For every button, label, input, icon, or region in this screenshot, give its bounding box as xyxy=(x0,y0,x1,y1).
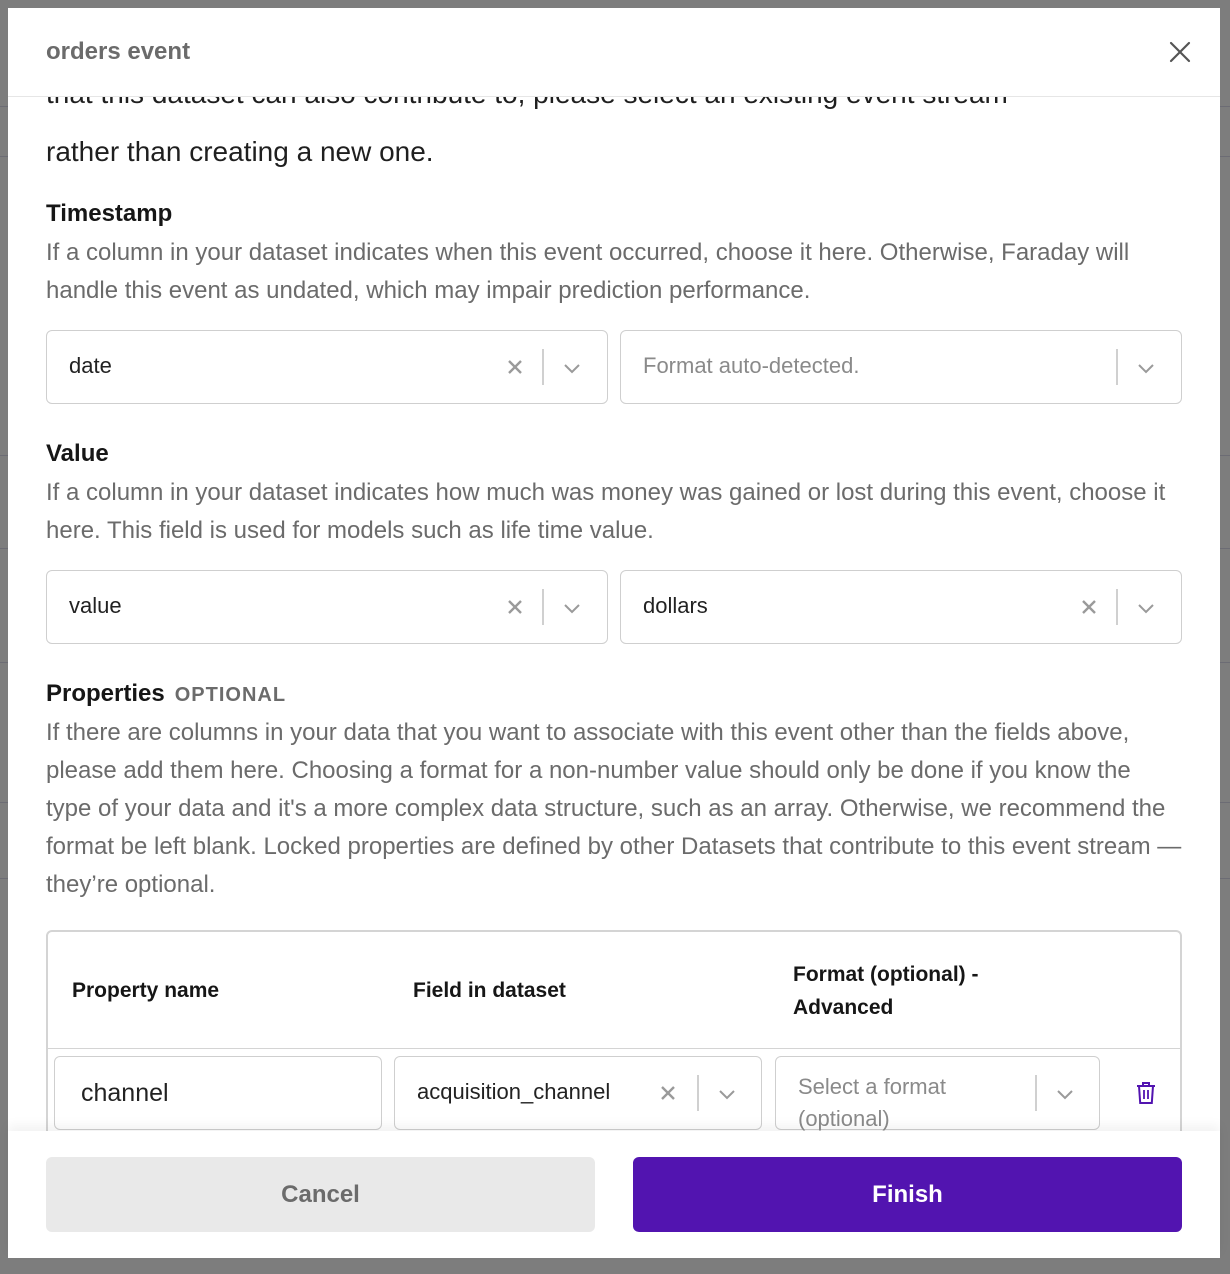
column-header-field: Field in dataset xyxy=(413,979,566,1002)
properties-title: Properties xyxy=(46,680,165,707)
clear-icon[interactable] xyxy=(658,1083,678,1103)
property-name-value: channel xyxy=(81,1079,169,1107)
chevron-down-icon[interactable] xyxy=(562,598,582,618)
table-header-divider xyxy=(48,1048,1180,1049)
select-separator xyxy=(1116,349,1118,385)
chevron-down-icon[interactable] xyxy=(1136,598,1156,618)
clear-icon[interactable] xyxy=(505,357,525,377)
clear-icon[interactable] xyxy=(505,597,525,617)
timestamp-title: Timestamp xyxy=(46,200,173,227)
value-column-value: value xyxy=(69,593,122,618)
column-header-format: Format (optional) - Advanced xyxy=(793,963,979,1019)
format-placeholder: Select a format (optional) xyxy=(798,1074,946,1131)
event-modal xyxy=(8,8,1220,1258)
property-name-input[interactable] xyxy=(54,1056,382,1130)
chevron-down-icon[interactable] xyxy=(717,1084,737,1104)
value-unit-select[interactable] xyxy=(620,570,1182,644)
select-separator xyxy=(542,589,544,625)
timestamp-column-select[interactable] xyxy=(46,330,608,404)
close-icon[interactable] xyxy=(1164,36,1196,68)
timestamp-format-select[interactable] xyxy=(620,330,1182,404)
modal-body xyxy=(8,96,1220,1131)
format-select[interactable] xyxy=(775,1056,1100,1130)
trash-icon[interactable] xyxy=(1134,1080,1158,1106)
finish-button[interactable]: Finish xyxy=(633,1157,1182,1232)
cancel-button[interactable]: Cancel xyxy=(46,1157,595,1232)
chevron-down-icon[interactable] xyxy=(562,358,582,378)
modal-header xyxy=(8,8,1220,97)
modal-title: orders event xyxy=(46,38,191,65)
timestamp-column-value: date xyxy=(69,353,112,378)
optional-badge: OPTIONAL xyxy=(174,684,287,706)
timestamp-format-placeholder: Format auto-detected. xyxy=(643,353,860,378)
select-separator xyxy=(1116,589,1118,625)
value-unit-value: dollars xyxy=(643,593,708,618)
field-select[interactable] xyxy=(394,1056,762,1130)
value-description: If a column in your dataset indicates how much was money was gained or lost during this event, choose it here. This field is used for models such as life time value. xyxy=(46,479,1166,544)
modal-footer xyxy=(8,1131,1220,1258)
chevron-down-icon[interactable] xyxy=(1136,358,1156,378)
properties-heading xyxy=(46,680,1182,708)
value-title: Value xyxy=(46,440,109,467)
select-separator xyxy=(1035,1075,1037,1111)
properties-description: If there are columns in your data that you want to associate with this event other than the fields above, please add them here. Choosing a format for a non-number value should only be done if you know the type of your data and it's a more complex data structure, such as an array. Otherwise, we recommend the format be left blank. Locked properties are defined by other Datasets that contribute to this event stream — they’re optional. xyxy=(46,719,1182,898)
chevron-down-icon[interactable] xyxy=(1055,1084,1075,1104)
timestamp-description: If a column in your dataset indicates when this event occurred, choose it here. Otherwise, Faraday will handle this event as undated, which may impair prediction performance. xyxy=(46,239,1130,304)
column-header-property-name: Property name xyxy=(72,979,220,1002)
select-separator xyxy=(697,1075,699,1111)
value-column-select[interactable] xyxy=(46,570,608,644)
field-value: acquisition_channel xyxy=(417,1079,611,1104)
select-separator xyxy=(542,349,544,385)
intro-text: rather than creating a new one. xyxy=(46,136,434,167)
clear-icon[interactable] xyxy=(1079,597,1099,617)
